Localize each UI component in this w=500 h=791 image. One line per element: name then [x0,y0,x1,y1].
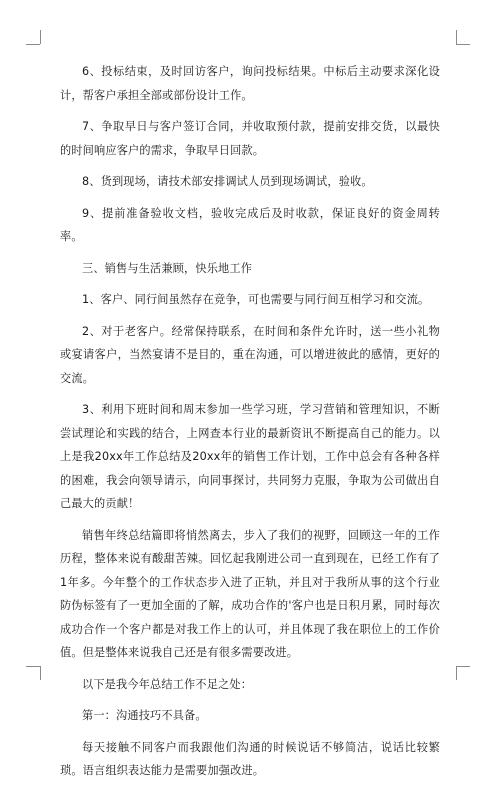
paragraph-point-1: 1、客户、同行间虽然存在竞争，可也需要与同行间互相学习和交流。 [82,293,430,306]
paragraph-point-3: 3、利用下班时间和周末参加一些学习班，学习营销和管理知识，不断尝试理论和实践的结合，上网查本行业的最新资讯不断提高自己的能力。以上是我20xx年工作总结及20xx年的销售工作计划，工作中总会有各种各样的困难，我会向领导请示，向同事探讨，共同努力克服，争取为公司做出自己最大的贡献！ [60,403,440,510]
paragraph-item-8: 8、货到现场，请技术部安排调试人员到现场调试，验收。 [82,175,373,188]
crop-mark-top-left [26,30,40,44]
paragraph-year-summary: 销售年终总结篇即将悄然离去，步入了我们的视野，回顾这一年的工作历程，整体来说有酸甜苦辣。回忆起我刚进公司一直到现在，已经工作有了1年多。今年整个的工作状态步入进了正轨，并且对于我所从事的这个行业防伪标签有了一更加全面的了解，成功合作的'客户也是日积月累，同时每次成功合作一个客户都是对我工作上的认可，并且体现了我在职位上的工作价值。但是整体来说我自己还是有很多需要改进。 [60,528,440,659]
paragraph-item-9: 9、提前准备验收文档，验收完成后及时收款，保证良好的资金周转率。 [60,206,440,243]
section-heading: 三、销售与生活兼顾，快乐地工作 [82,261,253,275]
paragraph-first-shortcoming: 第一：沟通技巧不具备。 [82,709,207,722]
crop-mark-top-right [456,30,470,44]
paragraph-item-6: 6、投标结束，及时回访客户，询问投标结果。中标后主动要求深化设计，帮客户承担全部或部份设计工作。 [60,65,440,102]
crop-mark-bottom-right [456,666,470,680]
paragraph-point-2: 2、对于老客户。经常保持联系，在时间和条件允许时，送一些小礼物或宴请客户，当然宴请不是目的，重在沟通，可以增进彼此的感情，更好的交流。 [60,324,440,385]
paragraph-communication: 每天接触不同客户而我跟他们沟通的时候说话不够简洁，说话比较繁琐。语言组织表达能力是需要加强改进。 [60,740,440,777]
crop-mark-bottom-left [26,666,40,680]
document-body [60,60,440,791]
paragraph-item-7: 7、争取早日与客户签订合同，并收取预付款，提前安排交货，以最快的时间响应客户的需求，争取早日回款。 [60,120,440,157]
paragraph-shortcomings-intro: 以下是我今年总结工作不足之处： [82,677,253,691]
